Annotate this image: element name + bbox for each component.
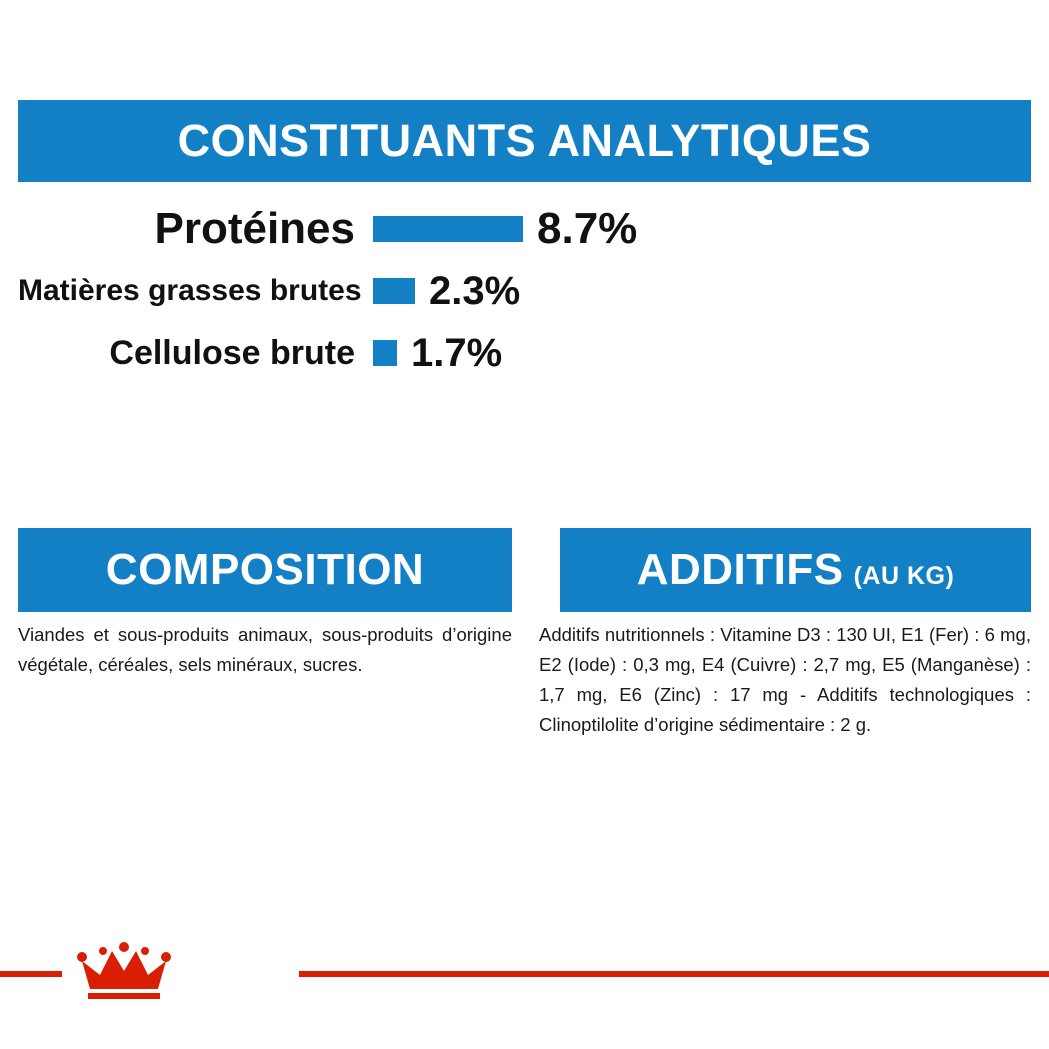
additives-subtitle: (AU KG) xyxy=(853,562,955,590)
nutrient-bar xyxy=(373,340,397,366)
nutrient-bar xyxy=(373,278,415,304)
analytical-constituents-title: CONSTITUANTS ANALYTIQUES xyxy=(177,115,872,166)
footer xyxy=(0,929,1049,1049)
nutrient-label: Matières grasses brutes xyxy=(18,274,362,307)
nutrient-value: 8.7% xyxy=(537,204,638,253)
footer-rule-right xyxy=(299,971,1049,977)
nutrient-row xyxy=(18,200,1031,258)
nutrient-list xyxy=(18,200,1031,386)
additives-header xyxy=(560,528,1031,612)
composition-text: Viandes et sous-produits animaux, sous-produits d’origine végétale, céréales, sels minéraux, sucres. xyxy=(18,624,512,675)
composition-header xyxy=(18,528,512,612)
royal-canin-crown-icon xyxy=(74,941,174,1009)
nutrient-bar xyxy=(373,216,523,242)
nutrient-row xyxy=(18,324,1031,382)
composition-title: COMPOSITION xyxy=(105,545,425,594)
nutrient-row xyxy=(18,262,1031,320)
analytical-constituents-header xyxy=(18,100,1031,182)
nutrient-value: 2.3% xyxy=(429,269,521,313)
additives-title-group xyxy=(637,545,955,595)
footer-rule-left xyxy=(0,971,62,977)
additives-title: ADDITIFS xyxy=(636,545,844,594)
nutrient-label: Protéines xyxy=(154,204,355,253)
nutrient-label: Cellulose brute xyxy=(109,334,355,372)
nutrient-value: 1.7% xyxy=(411,331,503,375)
additives-text: Additifs nutritionnels : Vitamine D3 : 130 UI, E1 (Fer) : 6 mg, E2 (Iode) : 0,3 mg, E4 (Cuivre) : 2,7 mg, E5 (Manganèse) : 1,7 mg, E6 (Zinc) : 17 mg - Additifs technologiques : Clinoptilolite d’origine sédimentaire : 2 g. xyxy=(539,624,1031,735)
